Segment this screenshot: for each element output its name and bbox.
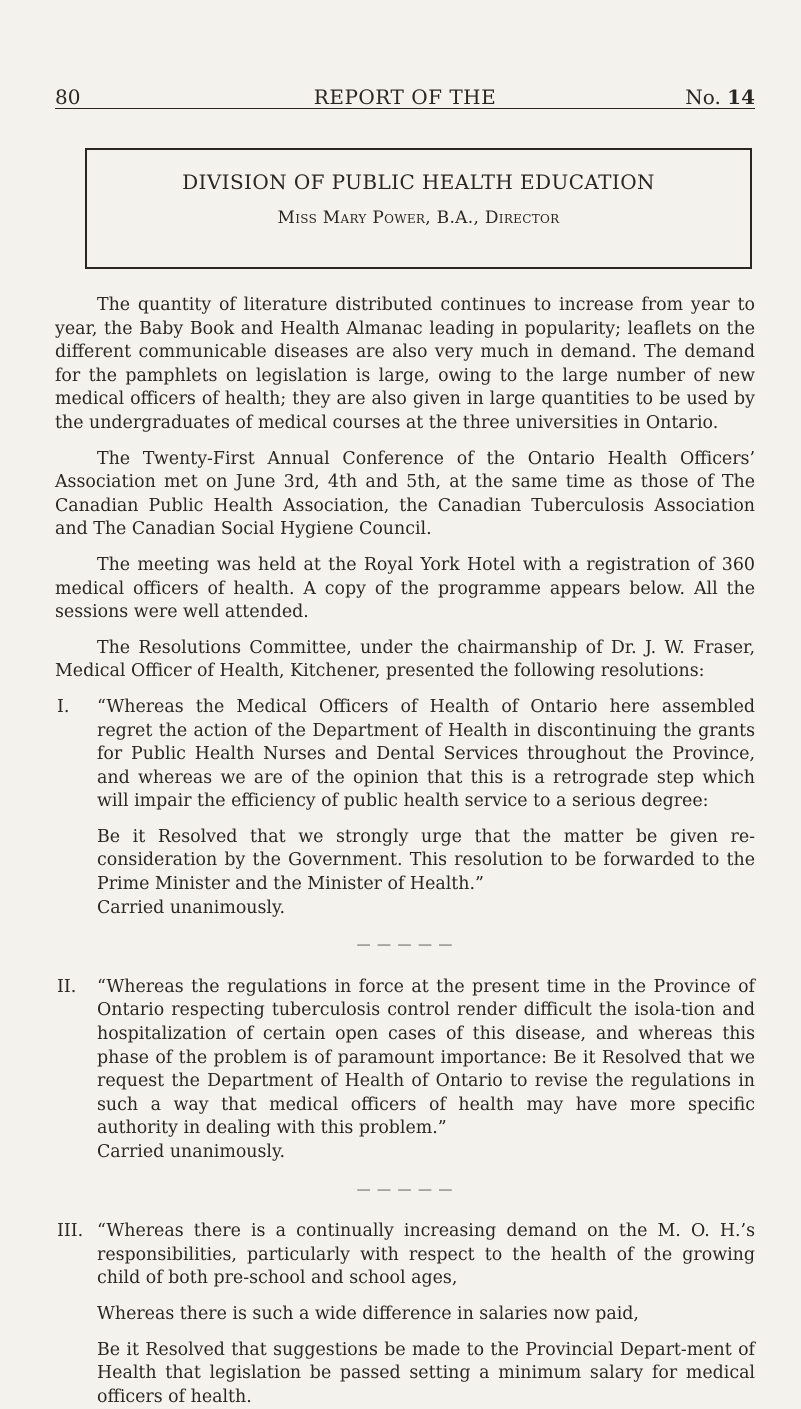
resolution-number: II.	[57, 976, 77, 997]
division-title: DIVISION OF PUBLIC HEALTH EDUCATION	[182, 170, 655, 194]
running-title: REPORT OF THE	[313, 85, 497, 109]
resolution-number: I.	[57, 696, 70, 717]
resolution-text: Whereas there is such a wide difference in salaries now paid,	[97, 1303, 639, 1324]
resolution-2	[57, 976, 755, 1165]
running-header	[55, 86, 755, 109]
resolution-text: “Whereas the Medical Officers of Health of Ontario here assembled regret the action of the Department of Health in discontinuing the grants for Public Health Nurses and Dental Services throughout the Province, and whereas we are of the opinion that this is a retrograde step which will impair the efficiency of public health service to a serious degree:	[97, 696, 755, 812]
resolution-text: Be it Resolved that we strongly urge that the matter be given re-consideration by the Government. This resolution to be forwarded to the Prime Minister and the Minister of Health.”	[97, 826, 755, 895]
carried-note: Carried unanimously.	[97, 1142, 286, 1162]
resolution-1	[57, 696, 755, 920]
paragraph-resolutions-intro: The Resolutions Committee, under the chairmanship of Dr. J. W. Fraser, Medical Officer of Health, Kitchener, presented the following resolutions:	[55, 637, 755, 682]
resolution-text: “Whereas there is a continually increasing demand on the M. O. H.’s responsibilities, particularly with respect to the health of the growing child of both pre-school and school ages,	[97, 1221, 755, 1289]
issue-number: No. 14	[685, 85, 755, 109]
resolution-text: Be it Resolved that suggestions be made to the Provincial Depart-ment of Health that legislation be passed setting a minimum salary for medical officers of health.	[97, 1339, 755, 1407]
paragraph-literature: The quantity of literature distributed continues to increase from year to year, the Baby Book and Health Almanac leading in popularity; leaflets on the different communicable diseases are also very much in demand. The demand for the pamphlets on legislation is large, owing to the large number of new medical officers of health; they are also given in large quantities to be used by the undergraduates of medical courses at the three universities in Ontario.	[55, 295, 755, 433]
director-line: Miss Mary Power, B.A., Director	[277, 208, 560, 228]
document-body	[55, 294, 755, 1409]
separator: — — — — —	[356, 937, 454, 954]
resolution-text: “Whereas the regulations in force at the present time in the Province of Ontario respecting tuberculosis control render difficult the isola-tion and hospitalization of certain open cases of this disease, and whereas this phase of the problem is of paramount importance: Be it Resolved that we request the Department of Health of Ontario to revise the regulations in such a way that medical officers of health may have more specific authority in dealing with this problem.”	[97, 976, 755, 1139]
resolution-number: III.	[57, 1221, 84, 1242]
page-number: 80	[55, 85, 81, 109]
division-box	[85, 148, 752, 269]
paragraph-meeting: The meeting was held at the Royal York Hotel with a registration of 360 medical officers of health. A copy of the programme appears below. All the sessions were well attended.	[55, 554, 755, 623]
carried-note: Carried unanimously.	[97, 897, 286, 918]
paragraph-conference: The Twenty-First Annual Conference of the Ontario Health Officers’ Association met on June 3rd, 4th and 5th, at the same time as those of The Canadian Public Health Association, the Canadian Tuberculosis Association and The Canadian Social Hygiene Council.	[55, 448, 755, 540]
separator: — — — — —	[356, 1181, 454, 1198]
resolution-3	[57, 1220, 755, 1409]
